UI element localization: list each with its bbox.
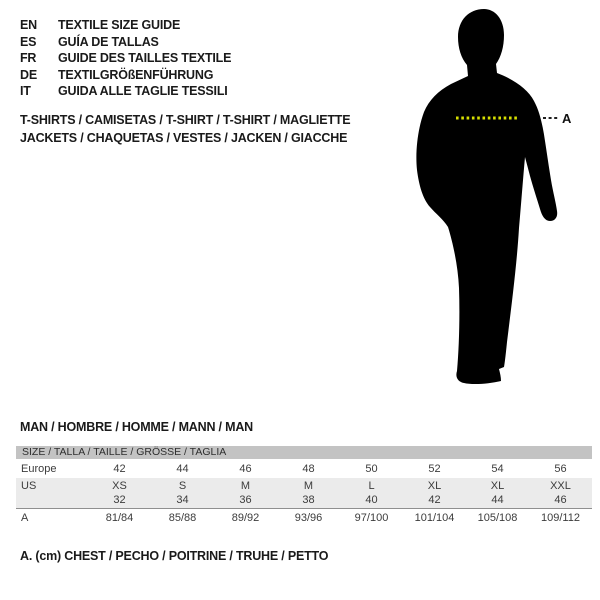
row-label: [16, 493, 88, 508]
language-row: [20, 83, 231, 100]
measure-label-a: A: [562, 111, 572, 126]
language-row: [20, 34, 231, 51]
language-row: [20, 67, 231, 84]
table-row-europe: [16, 459, 592, 478]
language-code: DE: [20, 67, 37, 82]
row-label: Europe: [21, 462, 57, 475]
table-cell: 44: [176, 462, 189, 475]
table-cell: 50: [365, 462, 378, 475]
size-table: [16, 446, 592, 527]
section-title-man: MAN / HOMBRE / HOMME / MANN / MAN: [20, 420, 253, 434]
table-cell: 34: [176, 494, 189, 507]
table-cell: 109/112: [529, 508, 592, 527]
table-cell: 46: [554, 494, 567, 507]
language-label: TEXTILE SIZE GUIDE: [58, 18, 181, 32]
language-label: TEXTILGRÖßENFÜHRUNG: [58, 67, 214, 82]
language-code: IT: [20, 84, 31, 99]
table-cell: 40: [365, 494, 378, 507]
table-cell: XL: [427, 479, 442, 492]
table-cell: 42: [113, 462, 126, 475]
measurement-footnote: A. (cm) CHEST / PECHO / POITRINE / TRUHE / PETTO: [20, 549, 329, 563]
language-row: [20, 17, 231, 34]
table-row-us-letter: [16, 478, 592, 493]
table-cell: 93/96: [277, 508, 340, 527]
table-cell: XS: [112, 479, 127, 492]
table-cell: 32: [113, 494, 126, 507]
table-cell: 38: [302, 494, 315, 507]
table-row-us-numeric: [16, 493, 592, 508]
size-table-header: SIZE / TALLA / TAILLE / GRÖSSE / TAGLIA: [16, 446, 592, 459]
table-cell: 81/84: [88, 508, 151, 527]
table-cell: 101/104: [403, 508, 466, 527]
table-cell: 36: [239, 494, 252, 507]
row-label: US: [21, 479, 37, 492]
table-row-chest: [16, 508, 592, 527]
language-code: EN: [20, 18, 37, 32]
language-code: FR: [20, 51, 37, 66]
table-cell: 89/92: [214, 508, 277, 527]
table-cell: L: [368, 479, 375, 492]
language-row: [20, 50, 231, 67]
table-cell: M: [240, 479, 251, 492]
language-label: GUÍA DE TALLAS: [58, 34, 159, 49]
table-cell: XXL: [550, 479, 571, 492]
table-cell: 97/100: [340, 508, 403, 527]
table-cell: 44: [491, 494, 504, 507]
table-cell: 54: [491, 462, 504, 475]
table-cell: 46: [239, 462, 252, 475]
table-cell: M: [303, 479, 314, 492]
language-label: GUIDA ALLE TAGLIE TESSILI: [58, 84, 228, 99]
table-cell: 42: [428, 494, 441, 507]
table-cell: 52: [428, 462, 441, 475]
table-cell: 56: [554, 462, 567, 475]
language-label: GUIDE DES TAILLES TEXTILE: [58, 51, 232, 66]
category-block: [20, 112, 350, 147]
category-tshirts: T-SHIRTS / CAMISETAS / T-SHIRT / T-SHIRT / MAGLIETTE: [20, 113, 351, 127]
table-cell: 48: [302, 462, 315, 475]
size-table-grid: [16, 459, 592, 527]
row-label: A: [16, 508, 88, 527]
man-silhouette: [416, 9, 557, 384]
language-code: ES: [20, 34, 37, 49]
table-cell: 85/88: [151, 508, 214, 527]
table-cell: XL: [490, 479, 505, 492]
table-cell: 105/108: [466, 508, 529, 527]
language-list: [20, 17, 231, 100]
table-cell: S: [178, 479, 187, 492]
category-jackets: JACKETS / CHAQUETAS / VESTES / JACKEN / GIACCHE: [20, 130, 348, 145]
